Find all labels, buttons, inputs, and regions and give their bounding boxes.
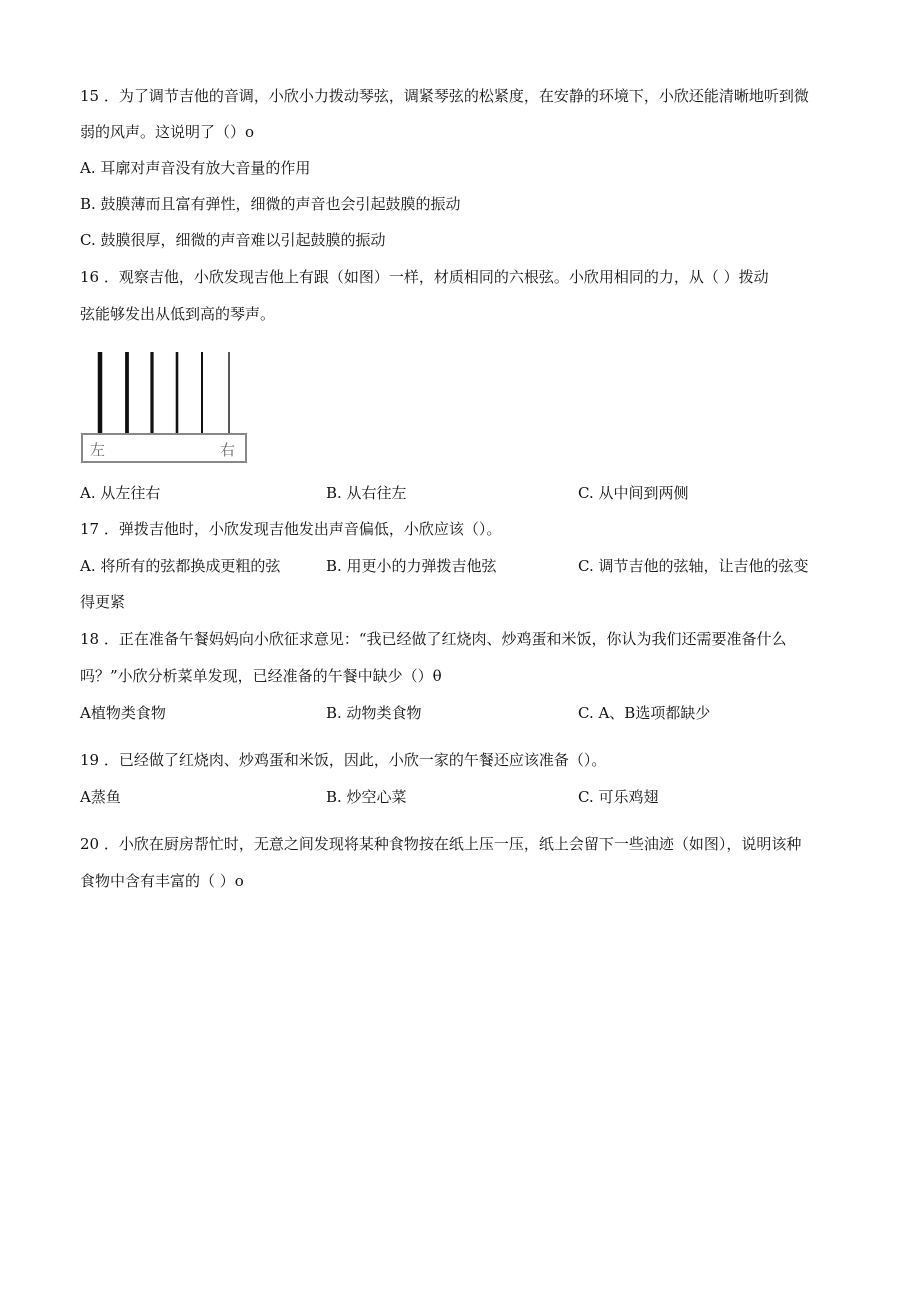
figure-right-label: 右 [220,441,236,459]
q18-option-c: C. A、B选项都缺少 [578,704,711,722]
q17-option-c: C. 调节吉他的弦轴，让吉他的弦变 [578,557,809,575]
q15-stem-line2: 弱的风声。这说明了（）o [80,123,255,141]
q15-option-b: B. 鼓膜薄而且富有弹性，细微的声音也会引起鼓膜的振动 [80,195,461,213]
q20-stem-line1: 20 ．小欣在厨房帮忙时，无意之间发现将某种食物按在纸上压一压，纸上会留下一些油迹（如图），说明该种 [80,835,802,853]
q16-stem-line1: 16 ．观察吉他，小欣发现吉他上有跟（如图）一样，材质相同的六根弦。小欣用相同的力，从（ ）拨动 [80,268,769,286]
q15-stem-line1: 15 ．为了调节吉他的音调，小欣小力拨动琴弦，调紧琴弦的松紧度，在安静的环境下，小欣还能清晰地听到微 [80,87,809,105]
q16-option-b: B. 从右往左 [326,484,407,502]
q20-stem-line2: 食物中含有丰富的（ ）o [80,872,244,890]
q17-option-a: A. 将所有的弦都换成更粗的弦 [80,557,281,575]
q18-option-a: A植物类食物 [80,704,166,722]
q15-option-a: A. 耳廓对声音没有放大音量的作用 [80,159,311,177]
q16-stem-line2: 弦能够发出从低到高的琴声。 [80,305,276,323]
q17-option-b: B. 用更小的力弹拨吉他弦 [326,557,497,575]
q19-option-c: C. 可乐鸡翅 [578,788,659,806]
q15-option-c: C. 鼓膜很厚，细微的声音难以引起鼓膜的振动 [80,231,386,249]
q18-option-b: B. 动物类食物 [326,704,422,722]
figure-left-label: 左 [90,441,106,459]
q17-stem: 17 ．弹拨吉他时，小欣发现吉他发出声音偏低，小欣应该（）。 [80,520,502,538]
q19-stem: 19 ．已经做了红烧肉、炒鸡蛋和米饭，因此，小欣一家的午餐还应该准备（）。 [80,751,607,769]
q18-stem-line2: 吗？”小欣分析菜单发现，已经准备的午餐中缺少（）θ [80,667,442,685]
q18-stem-line1: 18 ．正在准备午餐妈妈向小欣征求意见：“我已经做了红烧肉、炒鸡蛋和米饭，你认为我们还需要准备什么 [80,630,787,648]
q16-option-a: A. 从左往右 [80,484,161,502]
q19-option-a: A蒸鱼 [80,788,121,806]
q17-option-c-continued: 得更紧 [80,593,126,611]
q19-option-b: B. 炒空心菜 [326,788,407,806]
guitar-strings-figure [80,350,248,464]
q16-option-c: C. 从中间到两侧 [578,484,689,502]
